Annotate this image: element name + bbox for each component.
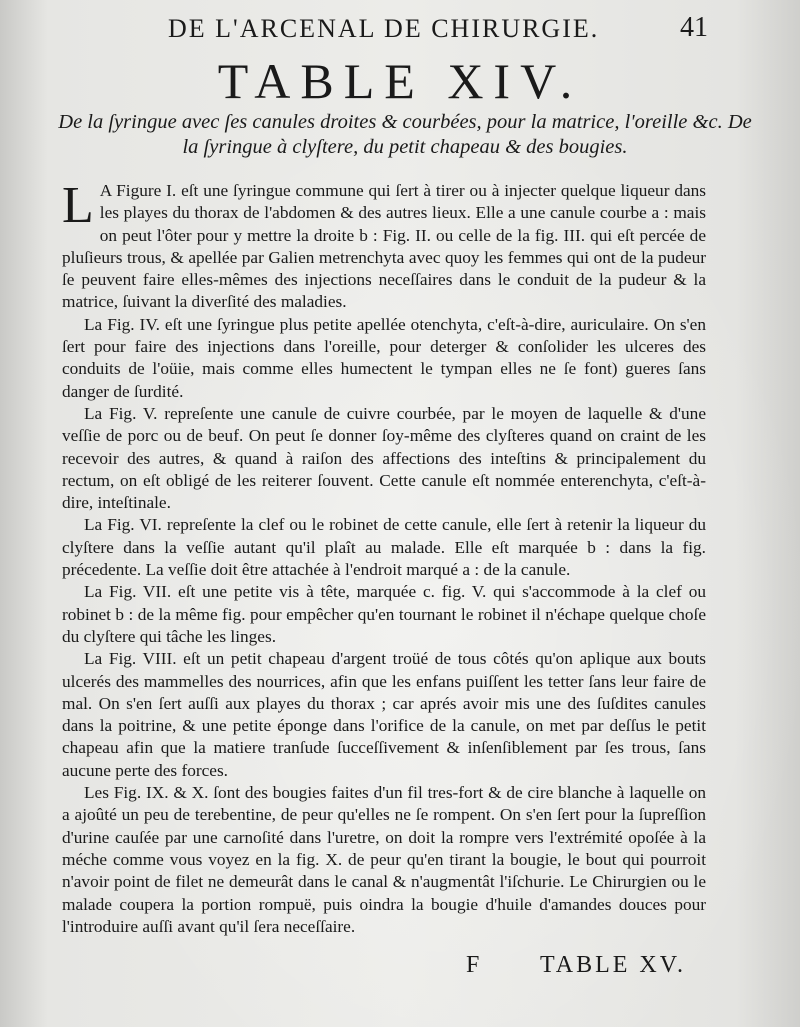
drop-cap: L (62, 177, 94, 234)
running-title: DE L'ARCENAL DE CHIRURGIE. (168, 14, 600, 43)
body-text (62, 177, 706, 938)
page-number: 41 (680, 12, 708, 43)
catchword: TABLE XV. (540, 952, 686, 978)
paragraph-fig-9-10: Les Fig. IX. & X. ſont des bougies faites d'un fil tres-fort & de cire blanche à laquelle on a ajoûté un peu de terebentine, de peur qu'elles ne ſe rompent. On s'en ſert pour la ſupreſſion d'urine cauſée par une carnoſité dans l'uretre, on doit la rompre vers l'extrémité opoſée à la méche comme vous voyez en la fig. X. de peur qu'en tirant la bougie, le bout qui pourroit n'avoir point de filet ne demeurât dans le canal & n'augmentât l'iſchurie. Le Chirurgien ou le malade coupera la portion rompuë, puis oindra la bougie d'huile d'amandes douces pour l'introduire auſſi avant qu'il ſera neceſſaire. (62, 783, 706, 936)
running-head (0, 10, 800, 50)
signature-mark: F (466, 952, 480, 978)
paragraph-fig-6: La Fig. VI. repreſente la clef ou le robinet de cette canule, elle ſert à retenir la liqueur du clyſtere dans la veſſie autant qu'il plaît au malade. Elle eſt marquée b : dans la fig. précedente. La veſſie doit être attachée à l'endroit marqué a : de la canule. (62, 515, 706, 580)
table-subtitle: De la ſyringue avec ſes canules droites & courbées, pour la matrice, l'oreille &c. De la ſyringue à clyſtere, du petit chapeau & des bougies. (58, 111, 752, 158)
paragraph-fig-8: La Fig. VIII. eſt un petit chapeau d'argent troüé de tous côtés qu'on aplique aux bouts ulcerés des mammelles des nourrices, afin que les enfans puiſſent les tetter ſans leur faire de mal. On s'en ſert auſſi aux playes du thorax ; car aprés avoir mis une des ſuſdites canules dans la poitrine, & une petite éponge dans l'orifice de la canule, on met par deſſus le petit chapeau afin que la matiere tranſude ſucceſſivement & inſenſiblement par ſes trous, ſans aucune perte des forces. (62, 649, 706, 780)
page-footer (0, 948, 800, 988)
paragraph-text: A Figure I. eſt une ſyringue commune qui ſert à tirer ou à injecter quelque liqueur dans les playes du thorax de l'abdomen & des autres lieux. Elle a une canule courbe a : mais on peut l'ôter pour y mettre la droite b : Fig. II. ou celle de la fig. III. qui eſt percée de pluſieurs trous, & apellée par Galien metrenchyta avec quoy les femmes qui ont de la pudeur ſe peuvent faire elles-mêmes des injections neceſſaires dans le conduit de la pudeur & la matrice, ſuivant la diverſité des maladies. (62, 181, 706, 312)
table-title: TABLE XIV. (217, 53, 583, 109)
paragraph-fig-1 (62, 177, 706, 314)
paragraph-fig-5: La Fig. V. repreſente une canule de cuivre courbée, par le moyen de laquelle & d'une veſſie de porc ou de beuf. On peut ſe donner ſoy-même des clyſteres quand on craint de les recevoir des autres, & quand à raiſon des affections des inteſtins & principalement du rectum, on eſt obligé de les reiterer ſouvent. Cette canule eſt nommée enterenchyta, c'eſt-à-dire, inteſtinale. (62, 403, 706, 513)
paragraph-fig-4: La Fig. IV. eſt une ſyringue plus petite apellée otenchyta, c'eſt-à-dire, auriculaire. On s'en ſert pour faire des injections dans l'oreille, pour deterger & conſolider les ulceres des conduits de l'oüie, mais comme elles humectent le tympan elles ne ſe font) gueres ſans danger de ſurdité. (62, 314, 706, 401)
paragraph-fig-7: La Fig. VII. eſt une petite vis à tête, marquée c. fig. V. qui s'accommode à la clef ou robinet b : de la même fig. pour empêcher qu'en tournant le robinet il n'échape quelque choſe du clyſtere qui tâche les linges. (62, 582, 706, 646)
